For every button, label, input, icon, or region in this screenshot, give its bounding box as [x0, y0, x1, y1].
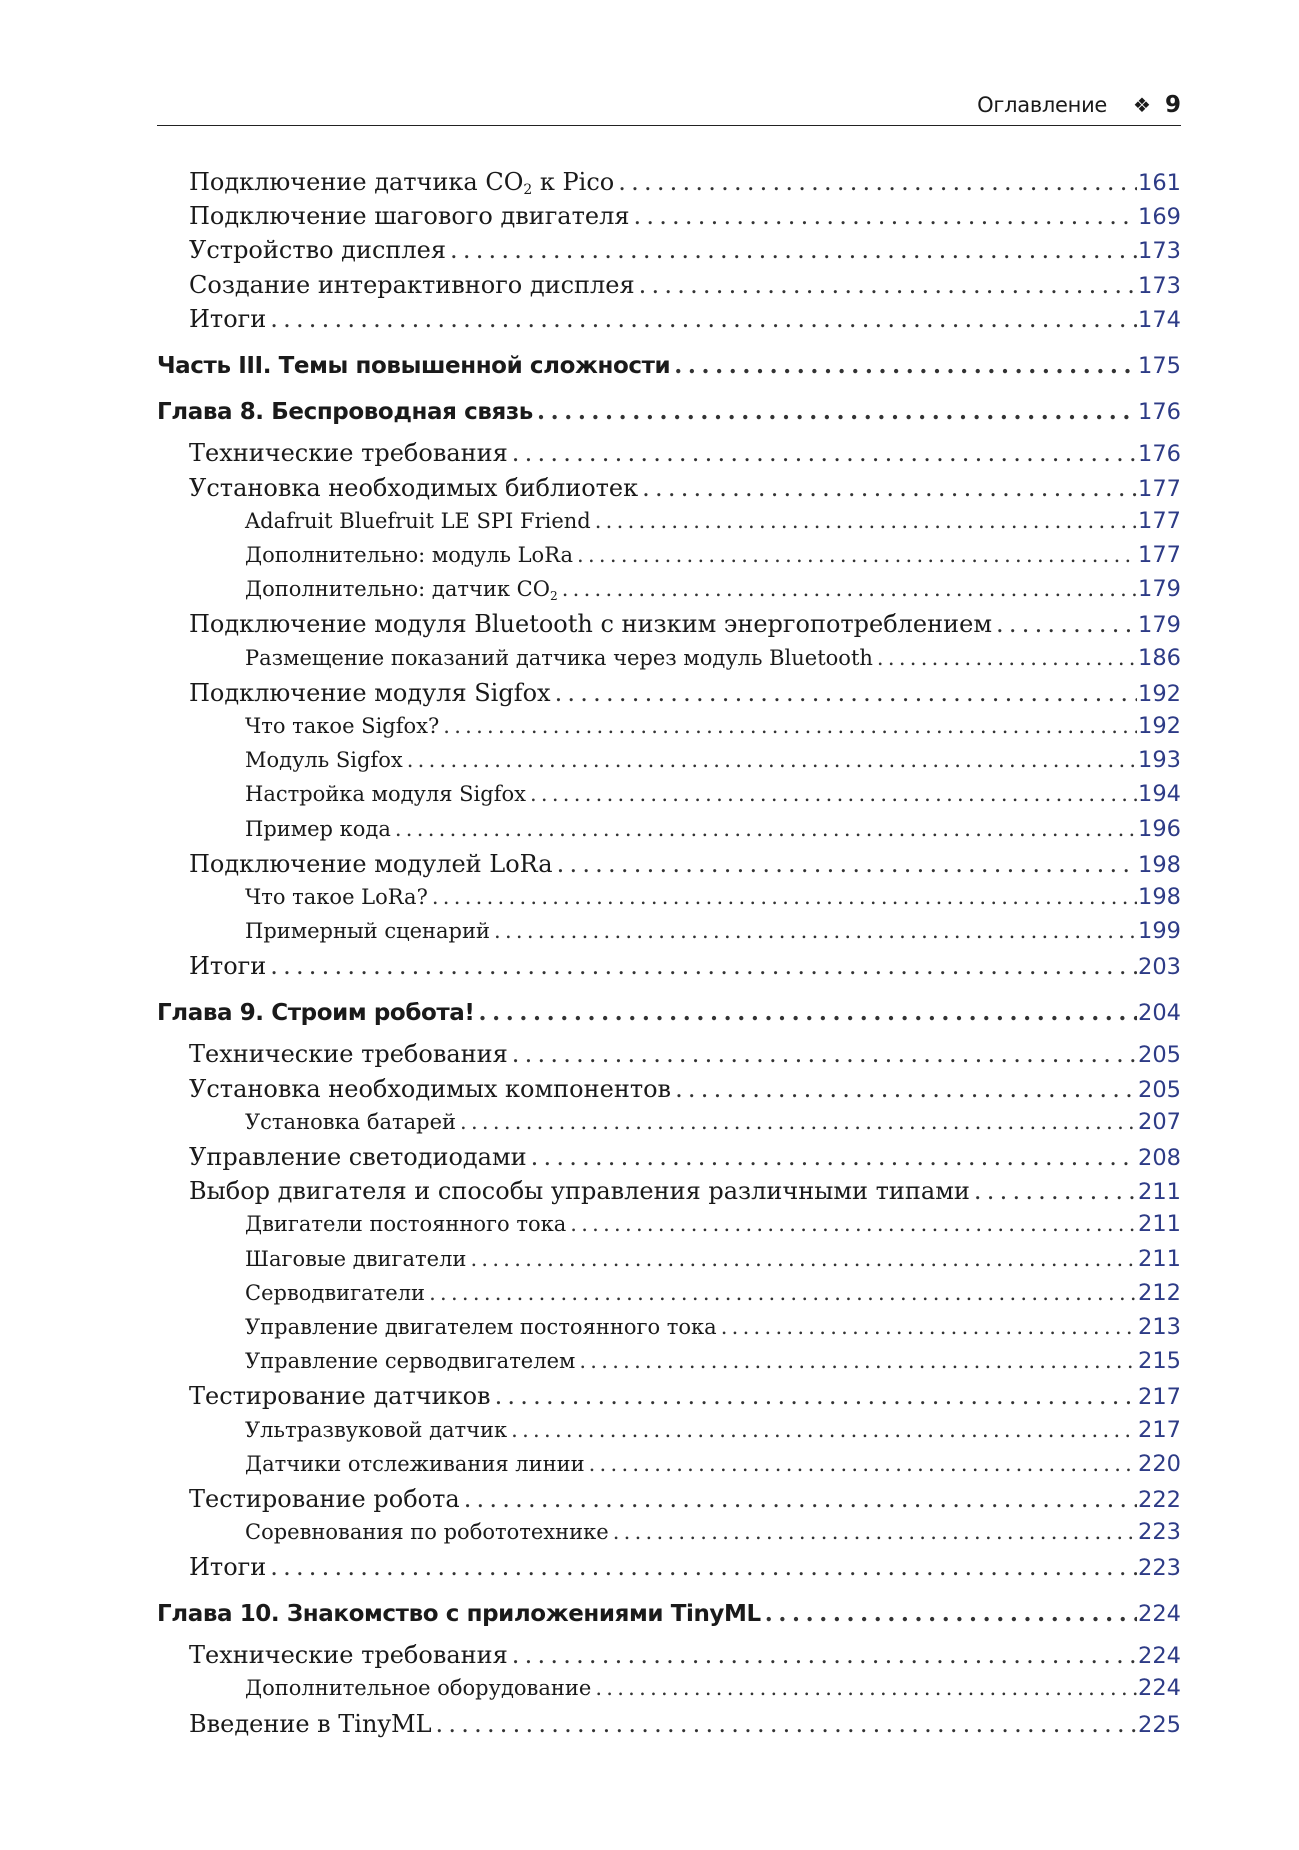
toc-entry[interactable]: [157, 1641, 1181, 1669]
dot-leader: [511, 1418, 1137, 1442]
toc-entry[interactable]: [157, 576, 1181, 603]
toc-entry-title: Серводвигатели: [245, 1280, 426, 1305]
dot-leader: [460, 1110, 1137, 1134]
toc-page-link[interactable]: 176: [1138, 441, 1181, 468]
toc-entry[interactable]: [157, 1348, 1181, 1374]
toc-entry-title: Соревнования по робототехнике: [245, 1520, 609, 1545]
dot-leader: [464, 1485, 1137, 1513]
header-separator-icon: ❖: [1133, 93, 1151, 117]
toc-entry-title: Подключение модулей LoRa: [189, 849, 553, 878]
toc-page-link[interactable]: 223: [1138, 1519, 1181, 1546]
dot-leader: [996, 610, 1137, 638]
toc-entry-title: Подключение модуля Bluetooth с низким энергопотреблением: [189, 610, 992, 639]
toc-entry[interactable]: [157, 236, 1181, 264]
toc-page-link[interactable]: 169: [1138, 204, 1181, 231]
toc-page-link[interactable]: 222: [1138, 1486, 1181, 1513]
toc-page-link[interactable]: 194: [1138, 781, 1181, 808]
toc-entry-title: Итоги: [189, 1553, 267, 1582]
toc-entry-title: Выбор двигателя и способы управления различными типами: [189, 1177, 970, 1206]
toc-entry[interactable]: [157, 884, 1181, 910]
dot-leader: [877, 646, 1137, 670]
toc-page-link[interactable]: 173: [1138, 272, 1181, 299]
dot-leader: [530, 782, 1137, 806]
toc-page-link[interactable]: 199: [1138, 918, 1181, 945]
dot-leader: [270, 1553, 1137, 1581]
dot-leader: [512, 1641, 1137, 1669]
toc-entry[interactable]: [157, 645, 1181, 671]
dot-leader: [577, 543, 1137, 567]
toc-heading[interactable]: [157, 1600, 1181, 1627]
toc-page-link[interactable]: 223: [1138, 1555, 1181, 1582]
toc-page-link[interactable]: 212: [1138, 1279, 1181, 1306]
toc-page-link[interactable]: 198: [1138, 851, 1181, 878]
toc-entry-title: Установка батарей: [245, 1109, 457, 1134]
toc-entry[interactable]: [157, 1075, 1181, 1103]
toc-page-link[interactable]: 174: [1138, 306, 1181, 333]
toc-entry[interactable]: [157, 679, 1181, 707]
toc-page-link[interactable]: 177: [1138, 507, 1181, 534]
toc-entry[interactable]: [157, 474, 1181, 502]
toc-entry-title: Установка необходимых компонентов: [189, 1074, 672, 1103]
dot-leader: [639, 271, 1137, 299]
dot-leader: [562, 577, 1137, 601]
toc-page-link[interactable]: 211: [1138, 1211, 1181, 1238]
toc-entry-title: Подключение модуля Sigfox: [189, 678, 551, 707]
toc-entry-title: Пример кода: [245, 816, 391, 841]
toc-entry-title: Управление светодиодами: [189, 1142, 527, 1171]
dot-leader: [395, 817, 1137, 841]
toc-entry-title: Часть III. Темы повышенной сложности: [157, 352, 671, 379]
toc-page-link[interactable]: 203: [1138, 954, 1181, 981]
toc-page-link[interactable]: 175: [1138, 352, 1181, 379]
toc-entry[interactable]: [157, 610, 1181, 638]
toc-entry[interactable]: [157, 816, 1181, 842]
toc-entry[interactable]: [157, 439, 1181, 467]
toc-entry-title: Глава 8. Беспроводная связь: [157, 399, 533, 426]
dot-leader: [429, 1281, 1137, 1305]
toc-page-link[interactable]: 220: [1138, 1450, 1181, 1477]
toc-entry[interactable]: [157, 1519, 1181, 1545]
toc-entry-title: Итоги: [189, 952, 267, 981]
toc-page-link[interactable]: 215: [1138, 1348, 1181, 1375]
toc-entry-title: Устройство дисплея: [189, 236, 446, 265]
running-header: [157, 88, 1181, 122]
header-rule: [157, 125, 1181, 126]
toc-entry[interactable]: [157, 1246, 1181, 1272]
toc-entry[interactable]: [157, 1177, 1181, 1205]
toc-entry-title: Управление двигателем постоянного тока: [245, 1314, 717, 1339]
toc-page-link[interactable]: 217: [1138, 1416, 1181, 1443]
dot-leader: [675, 1075, 1137, 1103]
toc-page-link[interactable]: 186: [1138, 644, 1181, 671]
toc-entry-title: Что такое LoRa?: [245, 885, 428, 909]
toc-entry-title: Размещение показаний датчика через модуль Bluetooth: [245, 645, 873, 670]
toc-page-link[interactable]: 225: [1138, 1711, 1181, 1738]
toc-page-link[interactable]: 211: [1138, 1245, 1181, 1272]
toc-entry[interactable]: [157, 168, 1181, 198]
toc-entry[interactable]: [157, 747, 1181, 773]
toc-entry[interactable]: [157, 1211, 1181, 1237]
toc-entry-title: Подключение шагового двигателя: [189, 202, 630, 231]
toc-entry-title: Управление серводвигателем: [245, 1349, 576, 1374]
toc-page-link[interactable]: 204: [1138, 1000, 1181, 1027]
toc-entry-title: Технические требования: [189, 1641, 508, 1670]
dot-leader: [436, 1710, 1138, 1738]
toc-page-link[interactable]: 192: [1138, 713, 1181, 739]
dot-leader: [721, 1315, 1137, 1339]
toc-entry[interactable]: [157, 1675, 1181, 1701]
dot-leader: [432, 885, 1137, 909]
toc-heading[interactable]: [157, 398, 1181, 425]
toc-entry[interactable]: [157, 1710, 1181, 1738]
toc-page-link[interactable]: 207: [1138, 1108, 1181, 1135]
toc-heading[interactable]: [157, 352, 1181, 379]
toc-entry-title: Дополнительно: модуль LoRa: [245, 543, 574, 567]
toc-page-link[interactable]: 205: [1138, 1042, 1181, 1069]
toc-entry-title: Шаговые двигатели: [245, 1246, 467, 1271]
dot-leader: [512, 439, 1137, 467]
toc-entry[interactable]: [157, 542, 1181, 568]
toc-entry-title: Глава 9. Строим робота!: [157, 1000, 475, 1027]
toc-page-link[interactable]: 205: [1138, 1076, 1181, 1103]
toc-entry[interactable]: [157, 1553, 1181, 1581]
dot-leader: [494, 919, 1137, 943]
toc-entry-title: Создание интерактивного дисплея: [189, 270, 635, 299]
dot-leader: [443, 714, 1137, 738]
dot-leader: [512, 1040, 1137, 1068]
toc-entry-title: Тестирование робота: [189, 1484, 460, 1513]
toc-entry-title: Технические требования: [189, 1040, 508, 1069]
header-title: Оглавление: [977, 93, 1108, 117]
dot-leader: [537, 398, 1137, 425]
toc-entry-title: Что такое Sigfox?: [245, 714, 440, 738]
toc-page-link[interactable]: 179: [1138, 612, 1181, 639]
dot-leader: [618, 168, 1137, 196]
toc-page-link[interactable]: 173: [1138, 238, 1181, 265]
toc-page-link[interactable]: 208: [1138, 1144, 1181, 1171]
dot-leader: [765, 1600, 1137, 1627]
dot-leader: [557, 850, 1137, 878]
dot-leader: [470, 1247, 1137, 1271]
header-page-number: 9: [1164, 92, 1181, 118]
dot-leader: [589, 1452, 1137, 1476]
toc-page-link[interactable]: 198: [1138, 884, 1181, 910]
toc-entry[interactable]: [157, 918, 1181, 944]
toc-entry[interactable]: [157, 1485, 1181, 1513]
dot-leader: [531, 1143, 1137, 1171]
toc-entry[interactable]: [157, 952, 1181, 980]
toc-entry-title: Датчики отслеживания линии: [245, 1451, 585, 1476]
toc-entry[interactable]: [157, 781, 1181, 807]
toc-entry-title: Тестирование датчиков: [189, 1382, 491, 1411]
dot-leader: [579, 1349, 1137, 1373]
toc-heading[interactable]: [157, 999, 1181, 1026]
toc-entry[interactable]: [157, 1040, 1181, 1068]
dot-leader: [270, 305, 1137, 333]
dot-leader: [595, 1676, 1137, 1700]
toc-entry-title: Модуль Sigfox: [245, 748, 403, 773]
toc-entry[interactable]: [157, 1451, 1181, 1477]
dot-leader: [674, 352, 1137, 379]
dot-leader: [479, 999, 1138, 1026]
toc-page-link[interactable]: 211: [1138, 1179, 1181, 1206]
toc-entry-title: Настройка модуля Sigfox: [245, 782, 526, 807]
toc-entry-title: Ультразвуковой датчик: [245, 1417, 508, 1442]
toc-entry-title: Глава 10. Знакомство с приложениями TinyML: [157, 1601, 761, 1627]
dot-leader: [633, 202, 1137, 230]
toc-page-link[interactable]: 213: [1138, 1313, 1181, 1340]
toc-entry-title: Установка необходимых библиотек: [189, 473, 639, 502]
toc-entry-title: Подключение датчика $CO_2$ к Pico: [189, 168, 615, 198]
toc-page-link[interactable]: 177: [1138, 542, 1181, 568]
toc-page-link[interactable]: 224: [1138, 1643, 1181, 1670]
dot-leader: [270, 952, 1137, 980]
dot-leader: [642, 474, 1137, 502]
toc-page-link[interactable]: 176: [1138, 399, 1181, 426]
dot-leader: [613, 1520, 1137, 1544]
toc-entry-title: Дополнительно: датчик $CO_2$: [245, 577, 558, 604]
dot-leader: [570, 1212, 1137, 1236]
toc-entry[interactable]: [157, 202, 1181, 230]
toc-page-link[interactable]: 217: [1138, 1384, 1181, 1411]
toc-entry-title: Двигатели постоянного тока: [245, 1212, 567, 1237]
toc-entry[interactable]: [157, 305, 1181, 333]
toc-entry-title: Итоги: [189, 304, 267, 333]
toc-entry-title: Введение в TinyML: [189, 1709, 432, 1738]
toc-entry[interactable]: [157, 1280, 1181, 1306]
toc-entry[interactable]: [157, 1143, 1181, 1171]
toc-entry-title: Технические требования: [189, 439, 508, 468]
dot-leader: [495, 1382, 1137, 1410]
toc-page-link[interactable]: 224: [1138, 1601, 1181, 1627]
dot-leader: [974, 1177, 1137, 1205]
toc-entry[interactable]: [157, 850, 1181, 878]
toc-entry[interactable]: [157, 1382, 1181, 1410]
toc-page-link[interactable]: 193: [1138, 747, 1181, 774]
toc-entry-title: Adafruit Bluefruit LE SPI Friend: [245, 508, 591, 533]
toc-page-link[interactable]: 224: [1138, 1675, 1181, 1702]
toc-entry-title: Примерный сценарий: [245, 919, 490, 944]
toc-page-link[interactable]: 177: [1138, 475, 1181, 502]
toc-page-link[interactable]: 161: [1138, 170, 1181, 196]
toc-entry[interactable]: [157, 271, 1181, 299]
toc-page-link[interactable]: 196: [1138, 815, 1181, 842]
dot-leader: [555, 679, 1137, 707]
dot-leader: [450, 236, 1137, 264]
toc-entry[interactable]: [157, 1417, 1181, 1443]
toc-page-link[interactable]: 192: [1138, 680, 1181, 707]
toc-entry[interactable]: [157, 713, 1181, 739]
toc-entry[interactable]: [157, 1109, 1181, 1135]
toc-entry[interactable]: [157, 1314, 1181, 1340]
dot-leader: [407, 748, 1137, 772]
toc-entry-title: Дополнительное оборудование: [245, 1676, 592, 1701]
dot-leader: [595, 509, 1137, 533]
toc-entry[interactable]: [157, 508, 1181, 534]
toc-page-link[interactable]: 179: [1138, 576, 1181, 603]
